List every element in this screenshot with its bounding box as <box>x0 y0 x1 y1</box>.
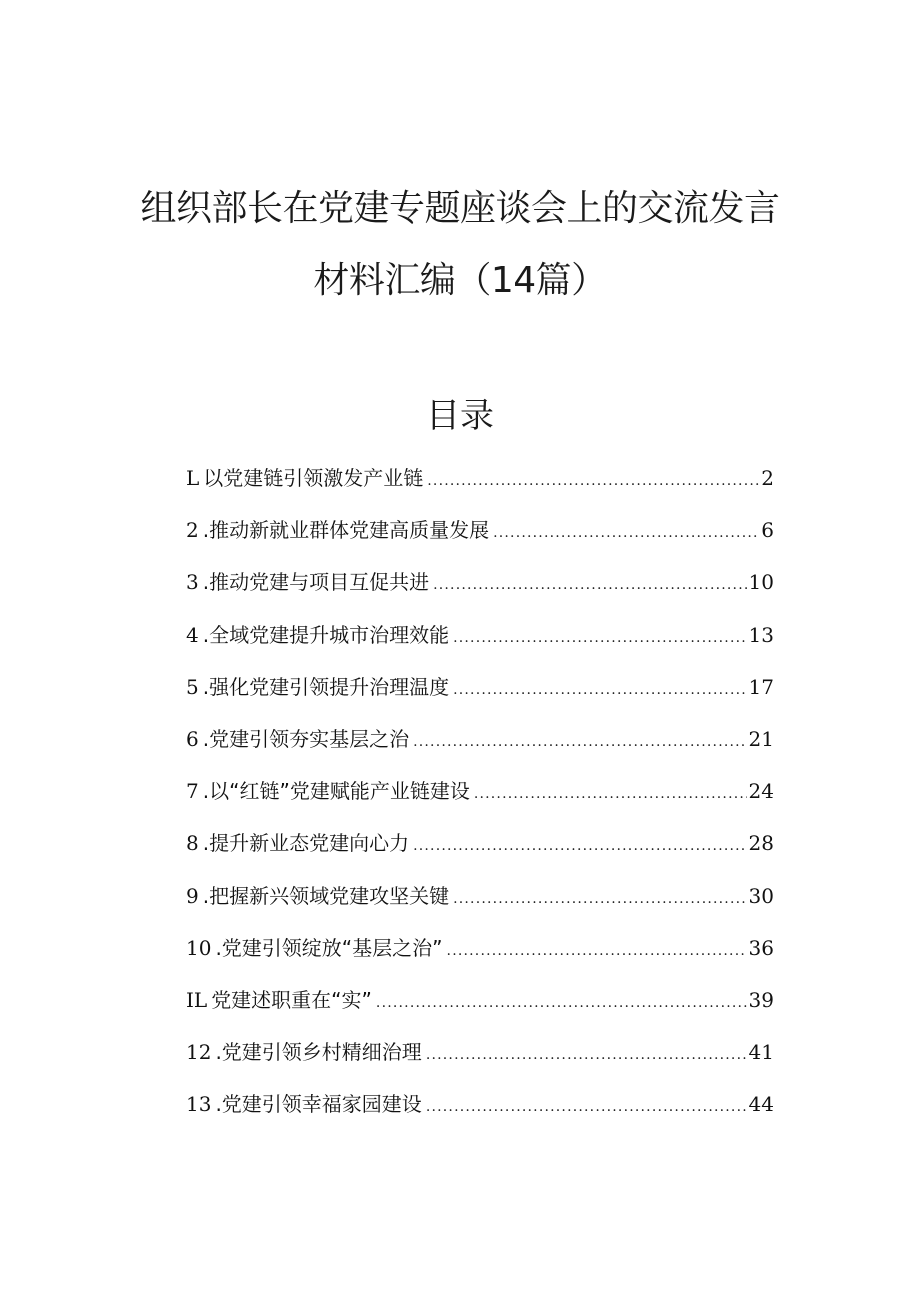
toc-entry-title: .党建引领乡村精细治理 <box>215 1040 422 1065</box>
toc-entry-page: 28 <box>748 831 774 856</box>
toc-entry <box>186 984 774 1036</box>
toc-entry-number: 2 <box>186 518 199 543</box>
toc-entry-number: 8 <box>186 831 199 856</box>
toc-entry <box>186 1088 774 1140</box>
toc-entry-number: 12 <box>186 1040 212 1065</box>
toc-entry-page: 17 <box>748 674 774 699</box>
toc-entry-number: 3 <box>186 570 199 595</box>
toc-leader-dots <box>426 1099 747 1115</box>
toc-entry-title: .党建引领绽放“基层之治” <box>215 935 443 960</box>
toc-leader-dots <box>376 995 747 1011</box>
toc-entry-number: 9 <box>186 883 199 908</box>
toc-leader-dots <box>474 786 747 802</box>
toc-entry-number: 10 <box>186 935 212 960</box>
toc-entry <box>186 1036 774 1088</box>
toc-entry-number: 4 <box>186 622 199 647</box>
toc-entry-title: .党建引领夯实基层之治 <box>202 726 410 751</box>
toc-leader-dots <box>453 630 746 646</box>
toc-entry-page: 10 <box>748 570 774 595</box>
toc-entry-title: .推动新就业群体党建高质量发展 <box>202 518 490 543</box>
toc-entry-page: 30 <box>748 883 774 908</box>
document-title-line-1: 组织部长在党建专题座谈会上的交流发言 <box>140 188 780 229</box>
document-title-line-2: 材料汇编（14篇） <box>313 260 607 301</box>
toc-entry-page: 39 <box>748 987 774 1012</box>
toc-entry-page: 13 <box>748 622 774 647</box>
toc-entry <box>186 514 774 566</box>
toc-entry-title: .提升新业态党建向心力 <box>202 831 410 856</box>
toc-leader-dots <box>413 734 746 750</box>
toc-leader-dots <box>447 943 747 959</box>
toc-entry-title: 以党建链引领激发产业链 <box>203 466 424 490</box>
toc-entry-page: 44 <box>748 1092 774 1117</box>
toc-entry <box>186 671 774 723</box>
toc-entry-number: 5 <box>186 674 199 699</box>
toc-leader-dots <box>413 838 746 854</box>
toc-leader-dots <box>426 1047 747 1063</box>
toc-entry <box>186 775 774 827</box>
toc-leader-dots <box>493 525 759 541</box>
toc-entry-page: 6 <box>761 518 774 543</box>
toc-leader-dots <box>433 577 746 593</box>
toc-leader-dots <box>427 473 759 489</box>
toc-entry-title: .党建引领幸福家园建设 <box>215 1092 422 1117</box>
toc-entry <box>186 619 774 671</box>
toc-entry-title: .全域党建提升城市治理效能 <box>202 622 450 647</box>
toc-entry-number: 7 <box>186 779 199 804</box>
toc-entry-page: 36 <box>748 935 774 960</box>
toc-entry <box>186 566 774 618</box>
toc-entry-number: IL <box>186 987 208 1012</box>
toc-entry <box>186 723 774 775</box>
toc-entry <box>186 462 774 514</box>
toc-entry-page: 41 <box>748 1040 774 1065</box>
toc-entry-number: 13 <box>186 1092 212 1117</box>
toc-leader-dots <box>453 682 746 698</box>
toc-leader-dots <box>453 891 746 907</box>
toc-entry-number: L <box>186 466 200 490</box>
toc-entry-title: .推动党建与项目互促共进 <box>202 570 430 595</box>
toc-entry-title: .强化党建引领提升治理温度 <box>202 674 450 699</box>
toc-entry-page: 2 <box>761 466 774 490</box>
toc-entry <box>186 880 774 932</box>
table-of-contents <box>186 462 774 1140</box>
toc-entry <box>186 932 774 984</box>
toc-entry-page: 21 <box>748 726 774 751</box>
toc-entry-page: 24 <box>748 779 774 804</box>
toc-heading: 目录 <box>426 396 494 436</box>
toc-entry-title: .以“红链”党建赋能产业链建设 <box>202 779 470 804</box>
toc-entry-title: .把握新兴领域党建攻坚关键 <box>202 883 450 908</box>
toc-entry-title: 党建述职重在“实” <box>211 987 372 1012</box>
toc-entry <box>186 827 774 879</box>
toc-entry-number: 6 <box>186 726 199 751</box>
